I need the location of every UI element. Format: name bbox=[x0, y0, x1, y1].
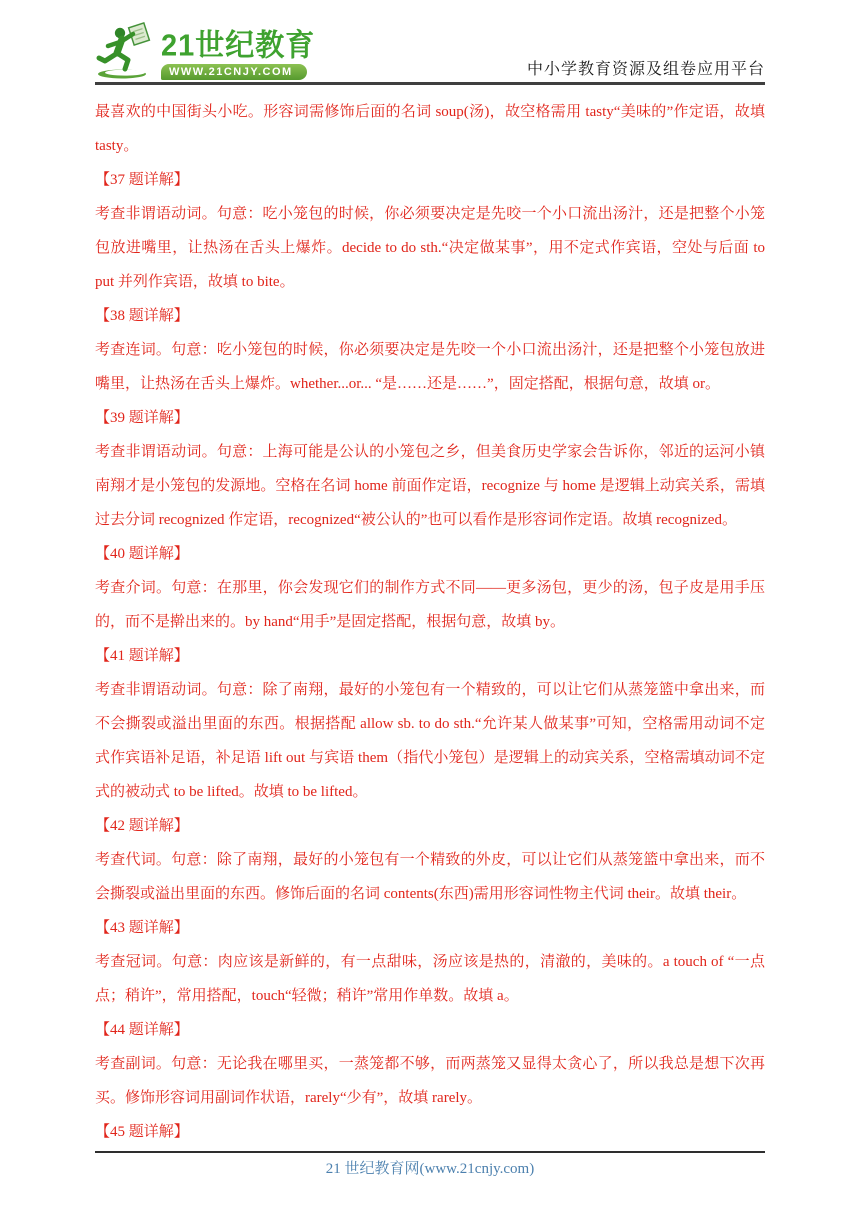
question-heading: 【41 题详解】 bbox=[95, 648, 189, 664]
question-heading: 【40 题详解】 bbox=[95, 546, 189, 562]
brand-logo bbox=[95, 20, 315, 82]
running-person-with-paper-icon bbox=[95, 20, 157, 82]
explanation-paragraph: 最喜欢的中国街头小吃。形容词需修饰后面的名词 soup(汤)，故空格需用 tasty“美味的”作定语，故填 tasty。 bbox=[95, 104, 765, 154]
question-heading: 【44 题详解】 bbox=[95, 1022, 189, 1038]
explanation-paragraph: 考查连词。句意：吃小笼包的时候，你必须要决定是先咬一个小口流出汤汁，还是把整个小笼包放进嘴里，让热汤在舌头上爆炸。whether...or... “是……还是……”，固定搭配，根据句意，故填 or。 bbox=[95, 342, 765, 392]
explanation-paragraph: 考查介词。句意：在那里，你会发现它们的制作方式不同——更多汤包，更少的汤，包子皮是用手压的，而不是擀出来的。by hand“用手”是固定搭配，根据句意，故填 by。 bbox=[95, 580, 765, 630]
question-heading: 【37 题详解】 bbox=[95, 172, 189, 188]
question-heading: 【43 题详解】 bbox=[95, 920, 189, 936]
question-heading: 【39 题详解】 bbox=[95, 410, 189, 426]
brand-name: 21世纪教育 bbox=[161, 29, 316, 63]
document-body bbox=[95, 95, 765, 1151]
platform-title: 中小学教育资源及组卷应用平台 bbox=[526, 61, 765, 78]
question-heading: 【42 题详解】 bbox=[95, 818, 189, 834]
explanation-paragraph: 考查代词。句意：除了南翔，最好的小笼包有一个精致的外皮，可以让它们从蒸笼篮中拿出来，而不会撕裂或溢出里面的东西。修饰后面的名词 contents(东西)需用形容词性物主代词 their。故填 their。 bbox=[95, 852, 765, 902]
brand-text-block bbox=[161, 29, 316, 82]
explanation-paragraph: 考查非谓语动词。句意：吃小笼包的时候，你必须要决定是先咬一个小口流出汤汁，还是把整个小笼包放进嘴里，让热汤在舌头上爆炸。decide to do sth.“决定做某事”，用不定式作宾语，空处与后面 to put 并列作宾语，故填 to bite。 bbox=[95, 206, 765, 290]
page-header bbox=[95, 22, 765, 82]
footer-divider bbox=[95, 1151, 765, 1153]
explanation-paragraph: 考查非谓语动词。句意：除了南翔，最好的小笼包有一个精致的，可以让它们从蒸笼篮中拿出来，而不会撕裂或溢出里面的东西。根据搭配 allow sb. to do sth.“允许某人做某事”可知，空格需用动词不定式作宾语补足语，补足语 lift out 与宾语 them（指代小笼包）是逻辑上的动宾关系，空格需填动词不定式的被动式 to be lifted。故填 to be lifted。 bbox=[95, 682, 765, 800]
explanation-paragraph: 考查副词。句意：无论我在哪里买，一蒸笼都不够，而两蒸笼又显得太贪心了，所以我总是想下次再买。修饰形容词用副词作状语，rarely“少有”，故填 rarely。 bbox=[95, 1056, 765, 1106]
brand-url-banner: WWW.21CNJY.COM bbox=[161, 64, 307, 80]
explanation-paragraph: 考查冠词。句意：肉应该是新鲜的，有一点甜味，汤应该是热的，清澈的，美味的。a touch of “一点点；稍许”，常用搭配，touch“轻微；稍许”常用作单数。故填 a。 bbox=[95, 954, 765, 1004]
page-footer bbox=[95, 1157, 765, 1178]
explanation-paragraph: 考查非谓语动词。句意：上海可能是公认的小笼包之乡，但美食历史学家会告诉你，邻近的运河小镇南翔才是小笼包的发源地。空格在名词 home 前面作定语，recognize 与 home 是逻辑上动宾关系，需填过去分词 recognized 作定语，recognized“被公认的”也可以看作是形容词作定语。故填 recognized。 bbox=[95, 444, 765, 528]
question-heading: 【38 题详解】 bbox=[95, 308, 189, 324]
header-divider bbox=[95, 82, 765, 85]
question-heading: 【45 题详解】 bbox=[95, 1124, 189, 1140]
footer-site-text: 21 世纪教育网(www.21cnjy.com) bbox=[325, 1161, 535, 1177]
